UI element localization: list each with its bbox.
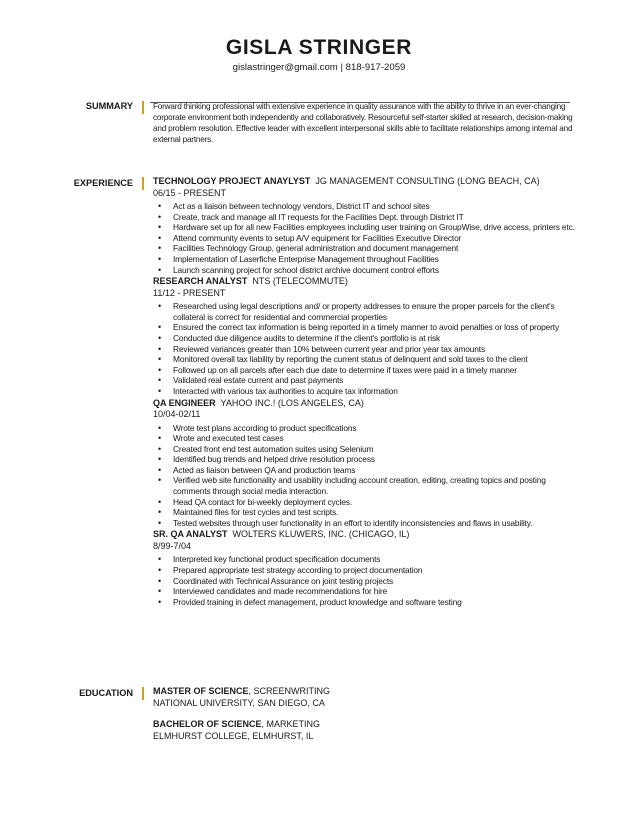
experience-label: EXPERIENCE [73,178,133,188]
list-item: • Ensured the correct tax information is being reported in a timely manner to avoid penalties or loss of property [173,322,583,333]
job-title: RESEARCH ANALYST [153,276,248,287]
list-item: • Followed up on all parcels after each due date to determine if taxes were paid in a timely manner [173,365,583,376]
list-item: • Launch scanning project for school district archive document control efforts [173,265,583,276]
list-item: • Coordinated with Technical Assurance on joint testing projects [173,576,583,587]
job-company: NTS (TELECOMMUTE) [252,276,348,287]
list-item: • Wrote test plans according to product specifications [173,423,583,434]
job-dates: 8/99-7/04 [153,540,192,551]
list-item: • Conducted due diligence audits to determine if the client's portfolio is at risk [173,333,583,344]
list-item: • Create, track and manage all IT requests for the Facilities Dept. through District IT [173,212,583,223]
list-item: • Monitored overall tax liability by reporting the current status of delinquent and sold taxes to the client [173,354,583,365]
job-title: TECHNOLOGY PROJECT ANAYLYST [153,176,311,186]
job-dates: 10/04-02/11 [153,409,201,419]
degree-name: MASTER OF SCIENCE [153,686,249,696]
list-item: • Validated real estate current and past payments [173,375,583,386]
school-name: ELMHURST COLLEGE, ELMHURST, IL [153,730,314,741]
degree-name: BACHELOR OF SCIENCE [153,719,262,729]
contact-info: gislastringer@gmail.com | 818-917-2059 [232,62,406,73]
job-title: QA ENGINEER [153,397,216,408]
list-item: • Wrote and executed test cases [173,433,583,444]
list-item: • Tested websites through user functionality in an effort to identify inconsistencies and flaws in usability. [173,518,583,529]
job-bullets [153,301,583,396]
list-item: • Verified web site functionality and usability including account creation, editing, creating topics and posting comments through social media interaction. [173,475,583,496]
job-bullets [153,554,583,607]
experience-body [153,176,583,608]
job-header [153,398,583,410]
job-company: YAHOO INC.! (LOS ANGELES, CA) [220,397,364,408]
job-company: JG MANAGEMENT CONSULTING (LONG BEACH, CA) [315,176,540,186]
job-company: WOLTERS KLUWERS, INC. (CHICAGO, IL) [232,529,410,540]
list-item: • Interviewed candidates and made recommendations for hire [173,586,583,597]
job-bullets [153,201,583,275]
summary-label: SUMMARY [85,101,133,111]
job-dates: 11/12 - PRESENT [153,287,226,298]
list-item: • Maintained files for test cycles and test scripts. [173,507,583,518]
list-item: • Provided training in defect management, product knowledge and software testing [173,597,583,608]
education-accent-bar [142,687,144,700]
list-item: • Interacted with various tax authorities to acquire tax information [173,386,583,397]
list-item: • Act as a liaison between technology vendors, District IT and school sites [173,201,583,212]
list-item: • Interpreted key functional product specification documents [173,554,583,565]
list-item: • Researched using legal descriptions and/ or property addresses to ensure the proper parcels for the client's collateral is correct for residential and commercial properties [173,301,583,322]
school-name: NATIONAL UNIVERSITY, SAN DIEGO, CA [153,697,325,708]
degree-line [153,719,583,731]
job-header [153,276,583,288]
degree-field: , SCREENWRITING [248,686,331,696]
job-header [153,529,583,541]
list-item: • Hardware set up for all new Facilities employees including user training on GroupWise, drive access, printers etc. [173,222,583,233]
list-item: • Facilities Technology Group, general administration and document management [173,243,583,254]
candidate-name: GISLA STRINGER [225,36,413,59]
job-dates: 06/15 - PRESENT [153,187,227,198]
summary-text: Forward thinking professional with extensive experience in quality assurance with the ability to thrive in an ever-changing corporate environment both independently and collaboratively. Resourceful self-starter skilled at research, decision-making and problem resolution. Effective leader with excellent interpersonal skills able to facilitate relationships among internal and external partners. [153,102,573,144]
education-label: EDUCATION [79,688,133,698]
education-body [153,686,583,742]
list-item: • Head QA contact for bi-weekly deployment cycles. [173,497,583,508]
list-item: • Acted as liaison between QA and production teams [173,465,583,476]
list-item: • Created front end test automation suites using Selenium [173,444,583,455]
degree-field: , MARKETING [261,719,321,729]
list-item: • Attend community events to setup A/V equipment for Facilities Executive Director [173,233,583,244]
list-item: • Identified bug trends and helped drive resolution process [173,454,583,465]
job-header [153,176,583,188]
degree-line [153,686,583,698]
job-bullets [153,423,583,529]
list-item: • Prepared appropriate test strategy according to project documentation [173,565,583,576]
summary-accent-bar [142,101,144,114]
experience-accent-bar [142,177,144,190]
job-title: SR. QA ANALYST [153,529,228,540]
list-item: • Reviewed variances greater than 10% between current year and prior year tax amounts [173,344,583,355]
list-item: • Implementation of Laserfiche Enterprise Management throughout Facilities [173,254,583,265]
